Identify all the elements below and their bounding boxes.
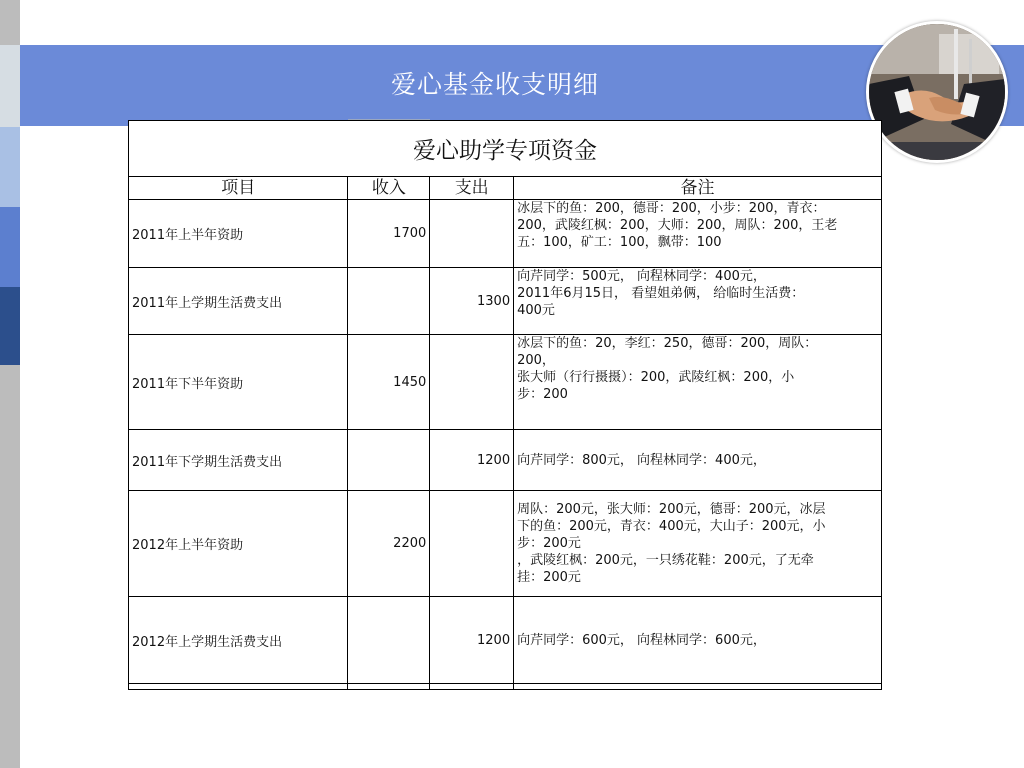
note-line: 向芹同学：600元， 向程林同学：600元， bbox=[517, 632, 766, 648]
cell-item: 2011年下学期生活费支出 bbox=[129, 430, 348, 491]
note-line: 200， bbox=[517, 353, 555, 368]
decor-segment bbox=[0, 207, 20, 287]
cell-note bbox=[514, 597, 882, 684]
note-line: 步：200元 bbox=[517, 536, 581, 551]
cell-empty bbox=[430, 684, 514, 690]
fund-table-sheet bbox=[128, 120, 882, 690]
cell-item: 2012年上学期生活费支出 bbox=[129, 597, 348, 684]
note-line: 步：200 bbox=[517, 387, 568, 402]
cell-empty bbox=[514, 684, 882, 690]
note-line: 200，武陵红枫：200，大师：200，周队：200，王老 bbox=[517, 218, 838, 233]
table-row bbox=[129, 430, 882, 491]
header-item: 项目 bbox=[129, 177, 348, 200]
cell-item: 2011年上半年资助 bbox=[129, 200, 348, 268]
table-row bbox=[129, 335, 882, 430]
fund-table bbox=[128, 176, 882, 690]
cell-expense: 1200 bbox=[430, 597, 514, 684]
cell-note bbox=[514, 268, 882, 335]
note-line: 冰层下的鱼：20，李红：250，德哥：200，周队： bbox=[517, 336, 818, 351]
note-line: 下的鱼：200元，青衣：400元，大山子：200元，小 bbox=[517, 519, 826, 534]
cell-expense: 1300 bbox=[430, 268, 514, 335]
cell-income: 1700 bbox=[348, 200, 430, 268]
note-line: 向芹同学：800元， 向程林同学：400元， bbox=[517, 452, 766, 468]
note-line: ，武陵红枫：200元，一只绣花鞋：200元，了无牵 bbox=[517, 553, 814, 568]
cell-expense bbox=[430, 200, 514, 268]
cell-empty bbox=[129, 684, 348, 690]
cell-item: 2011年上学期生活费支出 bbox=[129, 268, 348, 335]
cell-empty bbox=[348, 684, 430, 690]
decor-segment bbox=[0, 45, 20, 127]
cell-income: 2200 bbox=[348, 491, 430, 597]
cell-note bbox=[514, 200, 882, 268]
table-header-row bbox=[129, 177, 882, 200]
cell-expense bbox=[430, 335, 514, 430]
table-row bbox=[129, 491, 882, 597]
note-line: 冰层下的鱼：200，德哥：200，小步：200，青衣： bbox=[517, 201, 826, 216]
note-line: 2011年6月15日， 看望姐弟俩， 给临时生活费： bbox=[517, 286, 805, 301]
decor-segment bbox=[0, 127, 20, 207]
note-line: 向芹同学：500元， 向程林同学：400元， bbox=[517, 269, 766, 284]
note-line: 400元 bbox=[517, 303, 555, 318]
cell-expense bbox=[430, 491, 514, 597]
cell-income bbox=[348, 597, 430, 684]
selection-mark bbox=[348, 119, 430, 120]
note-line: 挂：200元 bbox=[517, 570, 581, 585]
cell-note bbox=[514, 335, 882, 430]
note-line: 五：100，矿工：100，飘带：100 bbox=[517, 235, 722, 250]
header-expense: 支出 bbox=[430, 177, 514, 200]
cell-item: 2012年上半年资助 bbox=[129, 491, 348, 597]
cell-income bbox=[348, 430, 430, 491]
cell-item: 2011年下半年资助 bbox=[129, 335, 348, 430]
table-row-partial bbox=[129, 684, 882, 690]
left-decor-bar bbox=[0, 0, 20, 768]
note-line: 周队：200元，张大师：200元，德哥：200元，冰层 bbox=[517, 502, 826, 517]
cell-note bbox=[514, 430, 882, 491]
table-row bbox=[129, 597, 882, 684]
cell-income: 1450 bbox=[348, 335, 430, 430]
cell-income bbox=[348, 268, 430, 335]
table-row bbox=[129, 200, 882, 268]
cell-note bbox=[514, 491, 882, 597]
handshake-photo-icon bbox=[866, 21, 1008, 163]
header-note: 备注 bbox=[514, 177, 882, 200]
note-line: 张大师（行行摄摄）：200，武陵红枫：200，小 bbox=[517, 370, 795, 385]
header-income: 收入 bbox=[348, 177, 430, 200]
decor-segment bbox=[0, 287, 20, 365]
slide-title: 爱心基金收支明细 bbox=[390, 70, 599, 99]
table-row bbox=[129, 268, 882, 335]
cell-expense: 1200 bbox=[430, 430, 514, 491]
table-title: 爱心助学专项资金 bbox=[128, 120, 882, 176]
